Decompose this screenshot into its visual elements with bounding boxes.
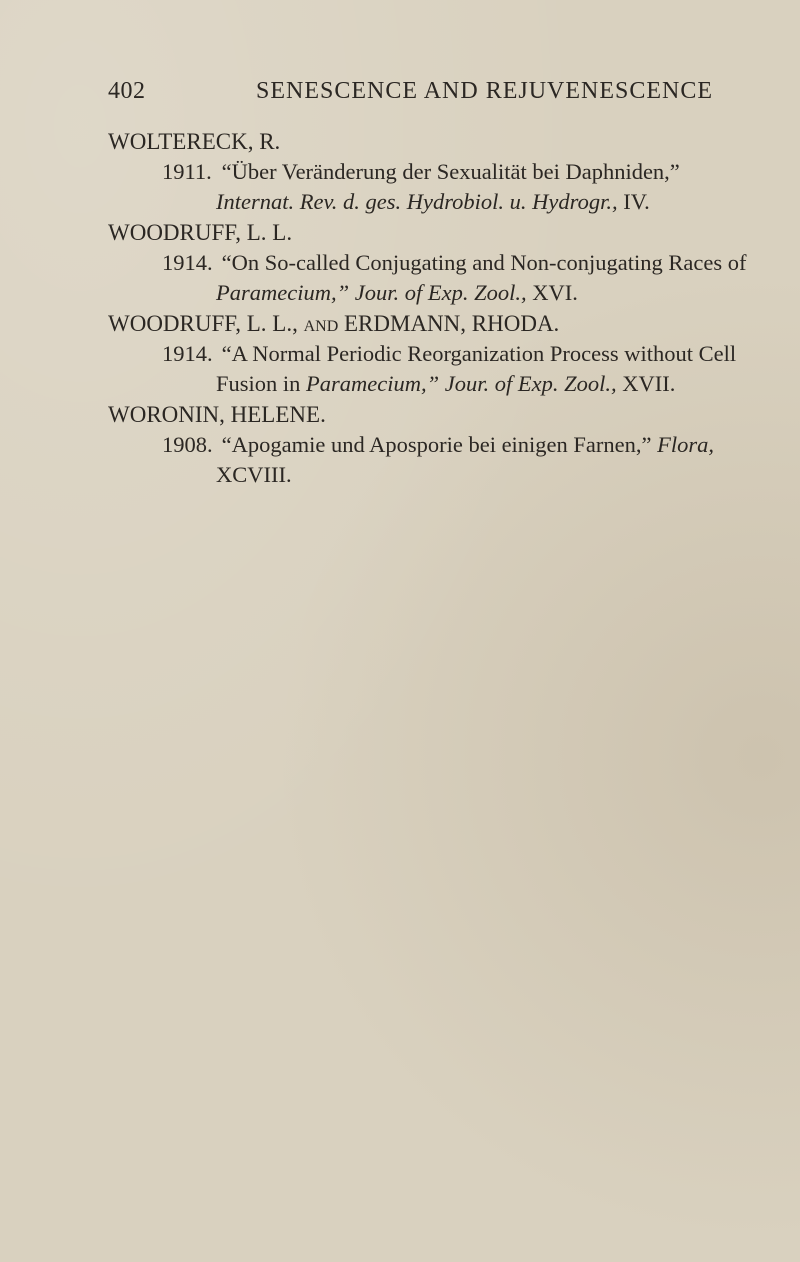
- reference-source: Internat. Rev. d. ges. Hydrobiol. u. Hydrogr.,: [216, 189, 618, 214]
- reference-title: “Apogamie und Aposporie bei einigen Farnen,”: [221, 432, 652, 457]
- reference-author: WOODRUFF, L. L.: [108, 220, 293, 245]
- reference-volume: XCVIII.: [216, 462, 292, 487]
- reference-title: “A Normal Periodic Reorganization Process without Cell Fusion in: [216, 341, 737, 396]
- reference-citation: [162, 430, 758, 490]
- reference-entry: [108, 217, 758, 308]
- reference-year: 1911.: [162, 159, 212, 184]
- page-number: 402: [108, 78, 146, 104]
- reference-title: “On So-called Conjugating and Non-conjugating Races of: [221, 250, 747, 275]
- reference-title-italic: Paramecium,”: [216, 280, 350, 305]
- reference-author: WOODRUFF, L. L., and ERDMANN, RHODA.: [108, 311, 560, 336]
- reference-author: WOLTERECK, R.: [108, 129, 281, 154]
- reference-author: WORONIN, HELENE.: [108, 402, 326, 427]
- reference-citation: [162, 339, 758, 399]
- reference-volume: XVI.: [532, 280, 578, 305]
- reference-volume: XVII.: [622, 371, 676, 396]
- reference-title: “Über Veränderung der Sexualität bei Daphniden,”: [221, 159, 680, 184]
- reference-year: 1914.: [162, 341, 213, 366]
- reference-source: Jour. of Exp. Zool.,: [354, 280, 527, 305]
- running-title: SENESCENCE AND REJUVENESCENCE: [256, 78, 714, 104]
- reference-year: 1908.: [162, 432, 213, 457]
- reference-citation: [162, 157, 758, 217]
- reference-source: Jour. of Exp. Zool.,: [444, 371, 617, 396]
- reference-list: [108, 126, 758, 490]
- reference-title-italic: Paramecium,”: [306, 371, 440, 396]
- reference-source: Flora,: [657, 432, 715, 457]
- reference-entry: [108, 126, 758, 217]
- reference-year: 1914.: [162, 250, 213, 275]
- reference-citation: [162, 248, 758, 308]
- reference-volume: IV.: [623, 189, 650, 214]
- reference-entry: [108, 399, 758, 490]
- running-head: [108, 78, 748, 108]
- reference-entry: [108, 308, 758, 399]
